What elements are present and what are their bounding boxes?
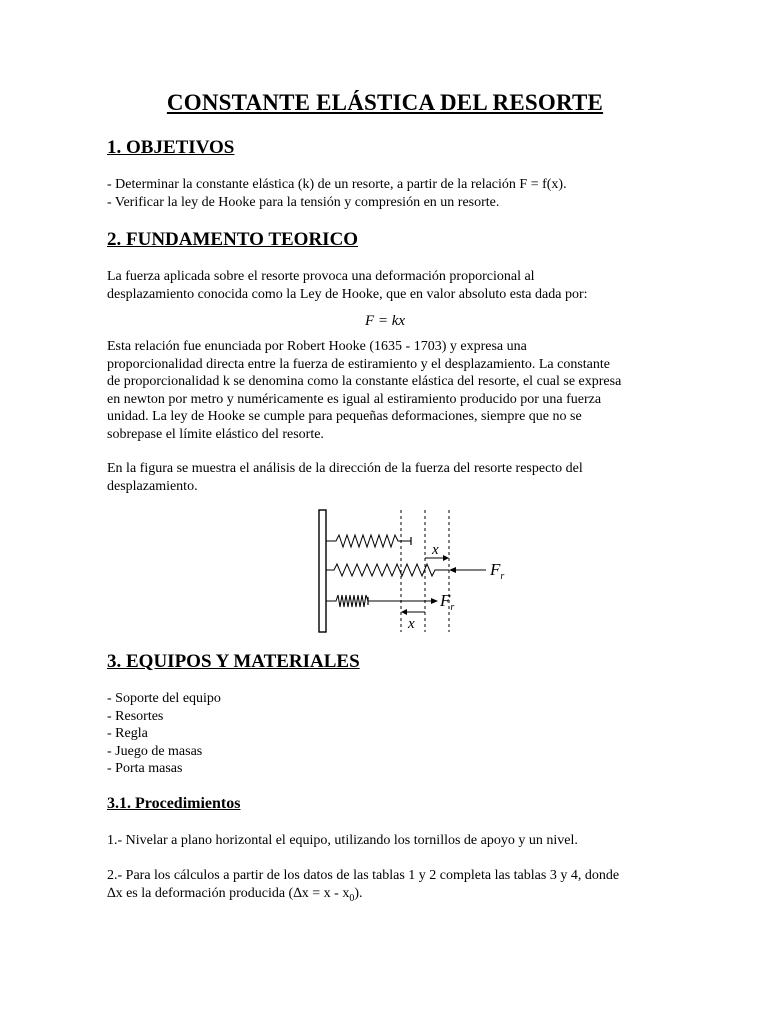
fundamento-paragraph-1: La fuerza aplicada sobre el resorte provoca una deformación proporcional al desplazamiento conocida como la Ley de Hooke, que en valor absoluto esta dada por: <box>107 269 588 302</box>
objetivo-item: - Determinar la constante elástica (k) de un resorte, a partir de la relación F = f(x). <box>107 177 567 192</box>
spring-force-diagram <box>318 508 518 636</box>
label-f-bottom: $F_r$ <box>440 591 455 613</box>
section-heading-objetivos: 1. OBJETIVOS <box>107 137 235 158</box>
section-heading-equipos: 3. EQUIPOS Y MATERIALES <box>107 651 360 672</box>
spring-stretched <box>326 564 449 576</box>
fundamento-paragraph-3: En la figura se muestra el análisis de la dirección de la fuerza del resorte respecto del desplazamiento. <box>107 461 583 494</box>
procedimiento-step-2: 2.- Para los cálculos a partir de los datos de las tablas 1 y 2 completa las tablas 3 y 4, donde ∆x es la deformación producida $(\Delta x = x - x_0)$. <box>107 868 620 904</box>
equipos-list <box>107 690 221 778</box>
list-item: - Porta masas <box>107 761 183 777</box>
list-item: - Regla <box>107 726 148 742</box>
fundamento-paragraph-2: Esta relación fue enunciada por Robert Hooke (1635 - 1703) y expresa una proporcionalidad directa entre la fuerza de estiramiento y el desplazamiento. La constante de proporcionalidad k se denomina como la constante elástica del resorte, el cual se expresa en newton por metro y numéricamente es igual al estiramiento producido por una fuerza unidad. La ley de Hooke se cumple para pequeñas deformaciones, siempre que no se sobrepase el límite elástico del resorte. <box>107 339 622 442</box>
label-x-bottom: x <box>408 616 415 632</box>
document-title: CONSTANTE ELÁSTICA DEL RESORTE <box>166 90 604 115</box>
label-f-right: $F_r$ <box>490 560 505 582</box>
objetivos-list <box>107 176 663 211</box>
list-item: - Resortes <box>107 708 164 724</box>
spring-compressed <box>326 595 401 607</box>
spring-natural <box>326 535 411 547</box>
hooke-formula: F = kx <box>364 313 406 329</box>
section-heading-fundamento: 2. FUNDAMENTO TEORICO <box>107 229 359 250</box>
subsection-heading-procedimientos: 3.1. Procedimientos <box>107 795 241 812</box>
list-item: - Soporte del equipo <box>107 691 221 706</box>
procedimiento-step-1: 1.- Nivelar a plano horizontal el equipo, utilizando los tornillos de apoyo y un nivel. <box>107 833 578 848</box>
objetivo-item: - Verificar la ley de Hooke para la tensión y compresión en un resorte. <box>107 194 500 210</box>
label-x-top: x <box>432 542 439 558</box>
wall <box>319 510 326 632</box>
list-item: - Juego de masas <box>107 743 203 759</box>
